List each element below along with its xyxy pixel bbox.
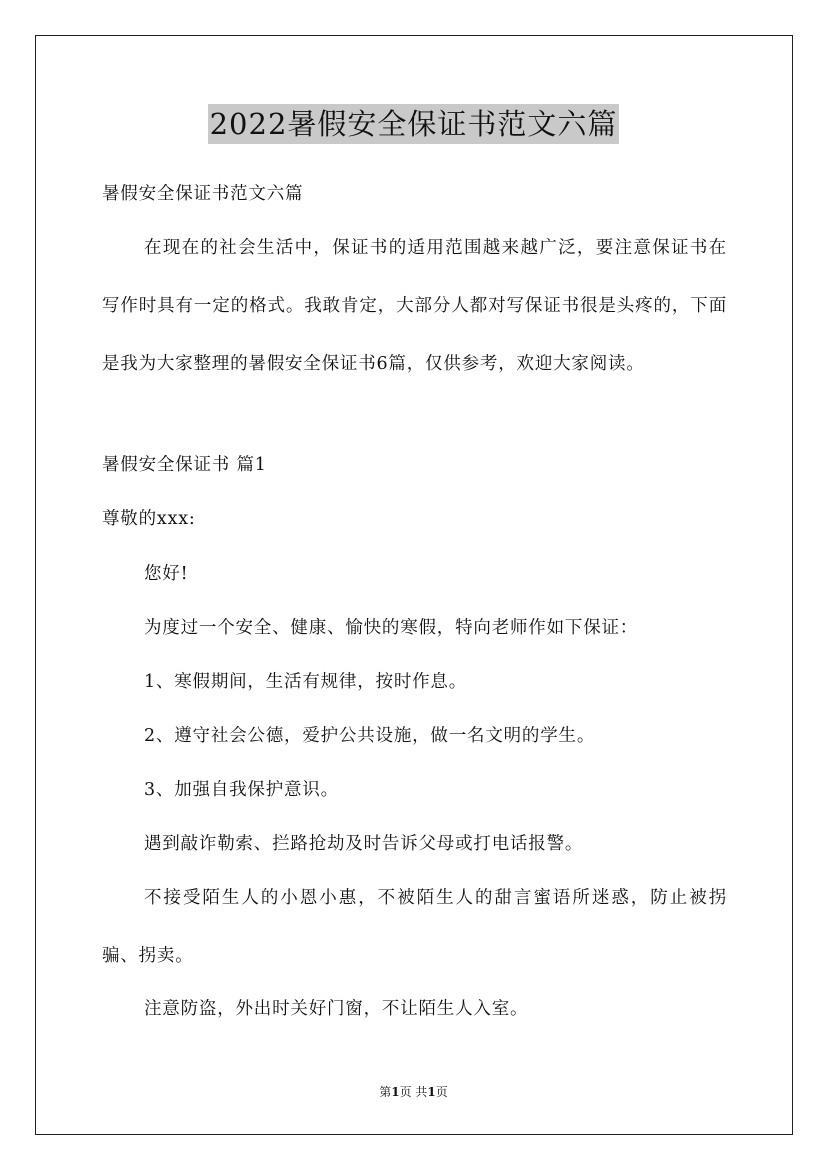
footer-page-prefix: 第: [379, 1085, 392, 1099]
paragraph-report: 遇到敲诈勒索、拦路抢劫及时告诉父母或打电话报警。: [144, 834, 584, 854]
paragraph-subtitle: 暑假安全保证书范文六篇: [102, 184, 304, 204]
paragraph-item-3: 3、加强自我保护意识。: [144, 780, 339, 800]
paragraph-section-heading: 暑假安全保证书 篇1: [102, 455, 267, 475]
paragraph-theft: 注意防盗，外出时关好门窗，不让陌生人入室。: [144, 999, 529, 1019]
title-container: [0, 104, 827, 144]
footer-total-pages: 1: [427, 1085, 436, 1099]
paragraph-strangers: 不接受陌生人的小恩小惠，不被陌生人的甜言蜜语所迷惑，防止被拐骗、拐卖。: [102, 888, 727, 966]
footer-page-suffix: 页: [435, 1085, 448, 1099]
paragraph-salutation: 尊敬的xxx:: [102, 509, 196, 529]
footer-page-mid: 页 共: [399, 1085, 428, 1099]
document-title: 2022暑假安全保证书范文六篇: [208, 104, 620, 144]
paragraph-item-2: 2、遵守社会公德，爱护公共设施，做一名文明的学生。: [144, 726, 596, 746]
paragraph-pledge-intro: 为度过一个安全、健康、愉快的寒假，特向老师作如下保证：: [144, 618, 639, 638]
paragraph-item-1: 1、寒假期间，生活有规律，按时作息。: [144, 672, 468, 692]
paragraph-greeting: 您好!: [144, 564, 189, 584]
footer-page-number: 1: [391, 1085, 400, 1099]
paragraph-intro: 在现在的社会生活中，保证书的适用范围越来越广泛，要注意保证书在写作时具有一定的格式。我敢肯定，大部分人都对写保证书很是头疼的，下面是我为大家整理的暑假安全保证书6篇，仅供参考，欢迎大家阅读。: [102, 238, 727, 374]
page-footer: [0, 1083, 827, 1101]
